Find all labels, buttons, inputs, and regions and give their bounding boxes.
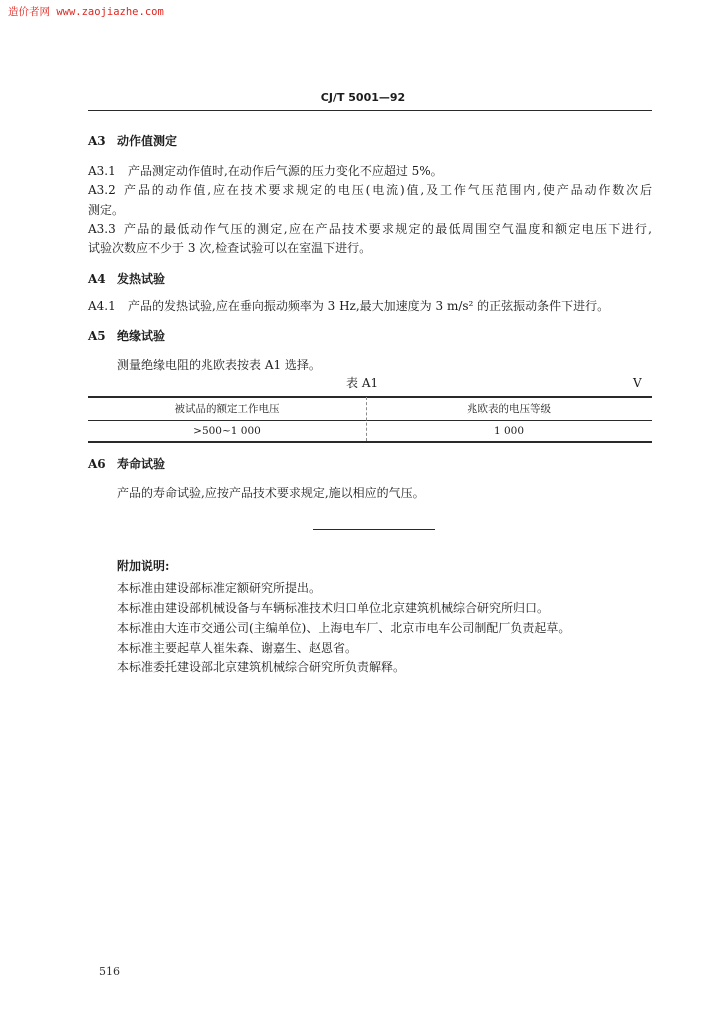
table-header-cell: 兆欧表的电压等级 xyxy=(467,403,551,415)
clause-number-a3-3: A3.3 xyxy=(88,222,116,236)
table-cell: 1 000 xyxy=(493,425,525,437)
section-a6-text: 产品的寿命试验,应按产品技术要求规定,施以相应的气压。 xyxy=(117,486,425,500)
appendix-note-line: 本标准由大连市交通公司(主编单位)、上海电车厂、北京市电车公司制配厂负责起草。 xyxy=(117,621,571,635)
appendix-note-line: 本标准由建设部机械设备与车辆标准技术归口单位北京建筑机械综合研究所归口。 xyxy=(117,601,550,615)
section-title-a4: 发热试验 xyxy=(117,272,166,286)
clause-text-a3-2-line-2: 测定。 xyxy=(88,203,125,217)
end-of-standard-rule xyxy=(313,529,435,530)
table-top-rule xyxy=(88,396,652,398)
section-number-a4: A4 xyxy=(88,272,106,286)
site-watermark: 造价者网 www.zaojiazhe.com xyxy=(8,6,164,18)
section-title-a5: 绝缘试验 xyxy=(117,329,166,343)
appendix-note-line: 本标准主要起草人崔朱森、谢嘉生、赵恩省。 xyxy=(117,641,358,655)
header-rule xyxy=(88,110,652,111)
appendix-note-title: 附加说明: xyxy=(117,559,170,573)
page-number: 516 xyxy=(99,965,120,978)
clause-text-a3-2-line-1: 产品的动作值,应在技术要求规定的电压(电流)值,及工作气压范围内,使产品动作数次后 xyxy=(124,183,652,197)
table-bottom-rule xyxy=(88,441,652,443)
section-number-a6: A6 xyxy=(88,457,106,471)
clause-number-a3-1: A3.1 xyxy=(88,164,116,178)
clause-text-a4-1: 产品的发热试验,应在垂向振动频率为 3 Hz,最大加速度为 3 m/s² 的正弦振动条件下进行。 xyxy=(128,299,610,313)
table-cell: >500~1 000 xyxy=(193,425,261,437)
appendix-note-line: 本标准委托建设部北京建筑机械综合研究所负责解释。 xyxy=(117,660,406,674)
table-caption: 表 A1 xyxy=(346,376,379,390)
section-number-a3: A3 xyxy=(88,134,106,148)
clause-text-a3-3-line-2: 试验次数应不少于 3 次,检查试验可以在室温下进行。 xyxy=(88,241,372,255)
section-number-a5: A5 xyxy=(88,329,106,343)
section-title-a6: 寿命试验 xyxy=(117,457,166,471)
clause-text-a3-3-line-1: 产品的最低动作气压的测定,应在产品技术要求规定的最低周围空气温度和额定电压下进行, xyxy=(124,222,652,236)
section-title-a3: 动作值测定 xyxy=(117,134,178,148)
standard-number-header: CJ/T 5001—92 xyxy=(320,91,406,104)
table-unit: V xyxy=(633,376,642,390)
table-column-divider xyxy=(366,397,367,441)
appendix-note-line: 本标准由建设部标准定额研究所提出。 xyxy=(117,581,322,595)
table-header-rule xyxy=(88,420,652,421)
section-a5-intro: 测量绝缘电阻的兆欧表按表 A1 选择。 xyxy=(117,358,321,372)
clause-number-a3-2: A3.2 xyxy=(88,183,116,197)
table-header-cell: 被试品的额定工作电压 xyxy=(174,403,280,415)
clause-text-a3-1: 产品测定动作值时,在动作后气源的压力变化不应超过 5%。 xyxy=(128,164,443,178)
clause-number-a4-1: A4.1 xyxy=(88,299,116,313)
